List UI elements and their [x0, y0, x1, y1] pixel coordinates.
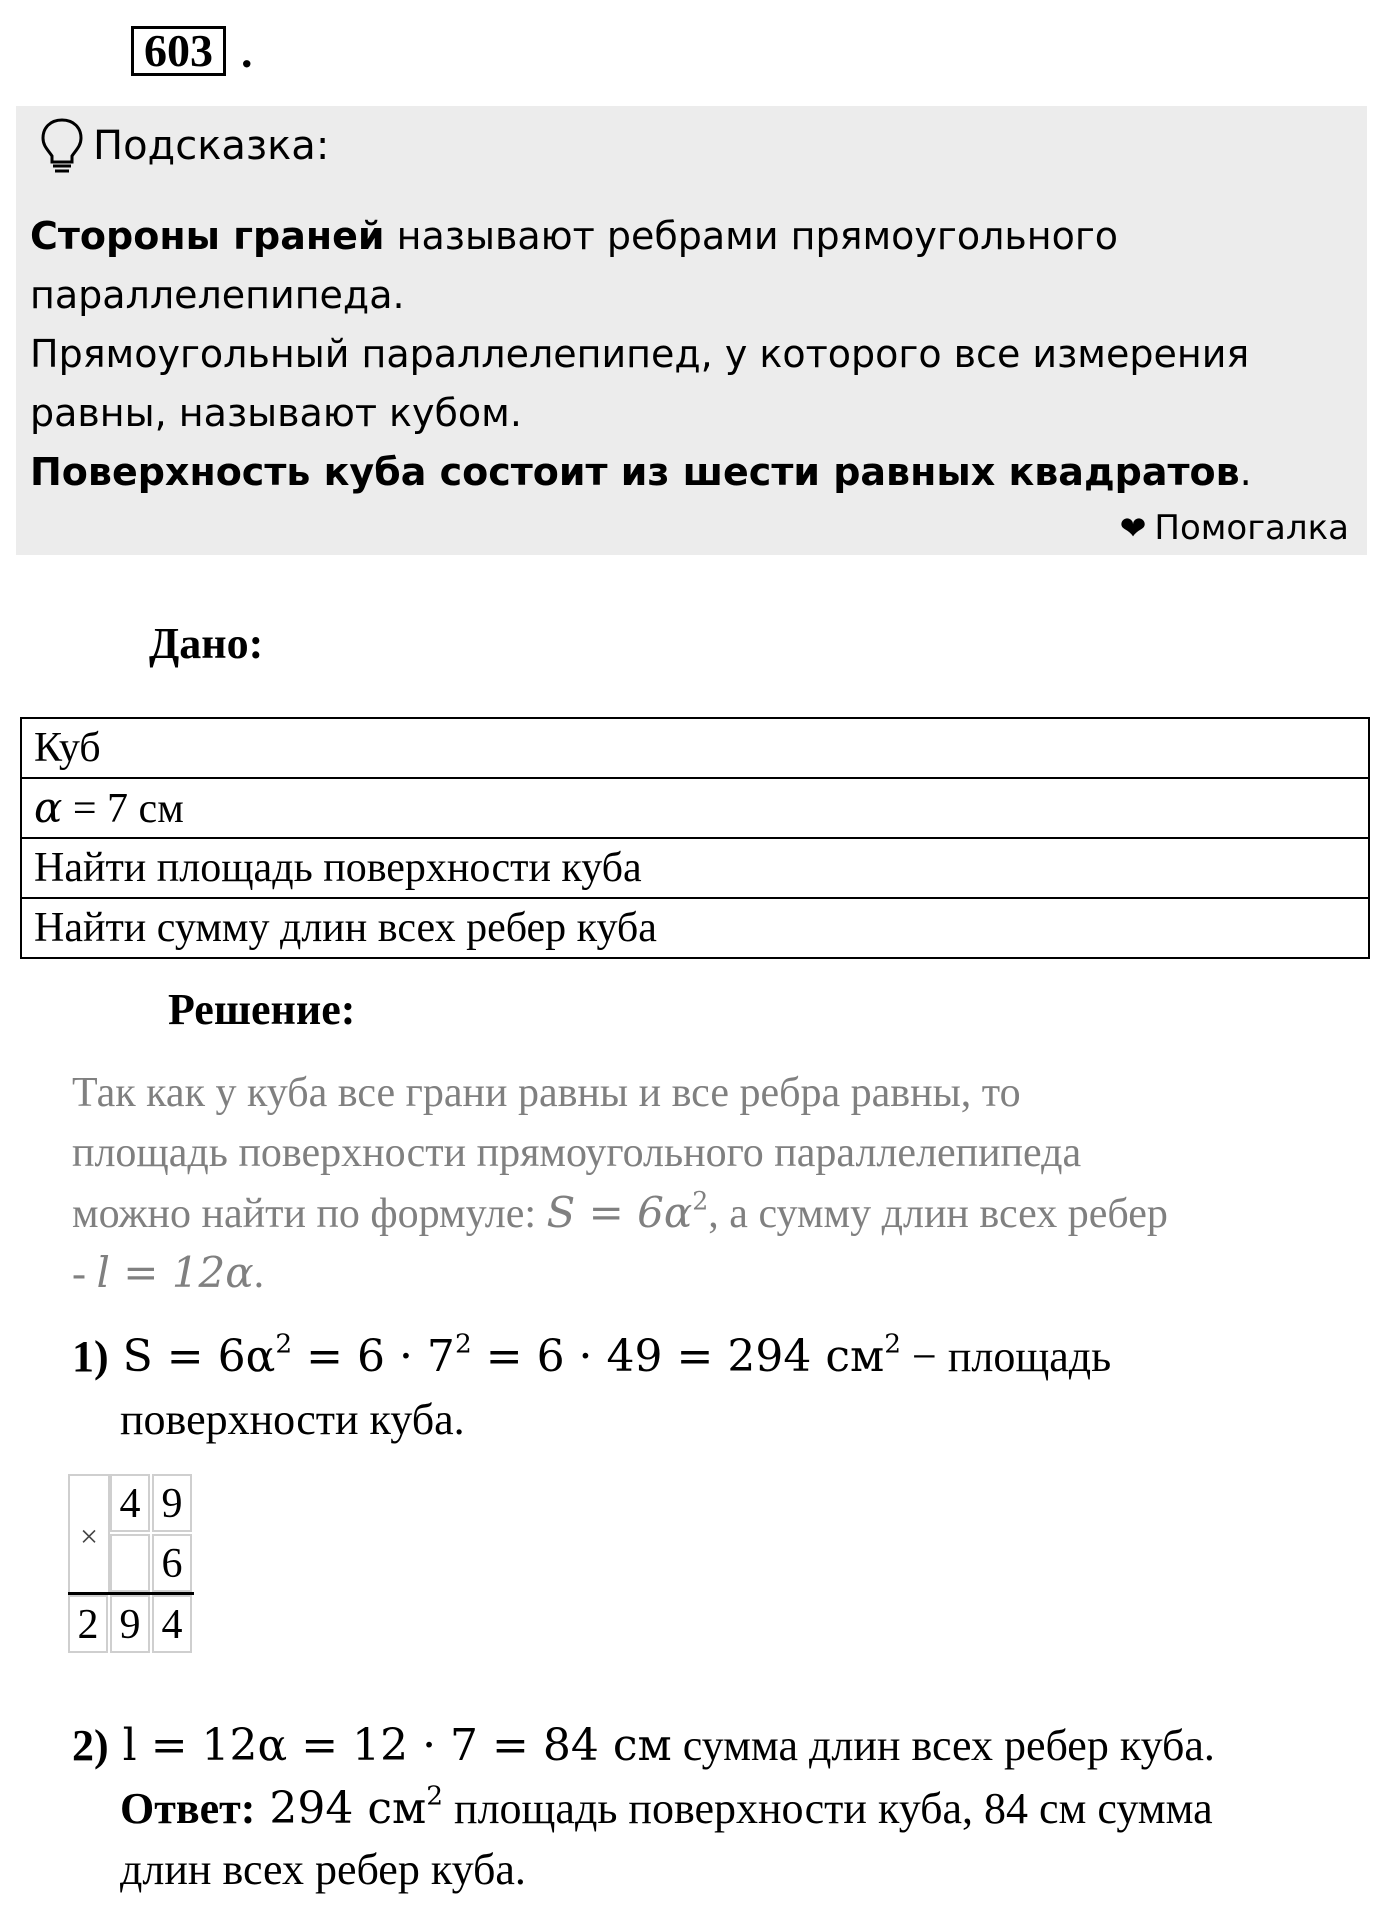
step-2 [72, 1716, 1215, 1776]
hint-box [16, 106, 1367, 555]
answer-line-2: длин всех ребер куба. [120, 1845, 526, 1894]
step-2-formula: l = 12α = 12 · 7 = 84 см [108, 1720, 672, 1771]
step-1-mid: = 6 · 7 [292, 1331, 455, 1382]
multiply-sign: × [68, 1474, 110, 1594]
step-1-line-2: поверхности куба. [120, 1395, 465, 1444]
mul-top-digit-2: 9 [152, 1474, 192, 1532]
mul-result-digit-3: 4 [152, 1595, 192, 1653]
step-1-formula: S = 6α [108, 1331, 276, 1382]
table-row [21, 838, 1369, 898]
solution-intro-1: Так как у куба все грани равны и все ребра равны, то [72, 1070, 1021, 1116]
area-formula: S = 6α [546, 1188, 693, 1237]
intro-4-post: . [253, 1251, 265, 1297]
answer-value: 294 см [255, 1783, 427, 1834]
step-1-end: = 6 · 49 = 294 см [471, 1331, 885, 1382]
mul-result-digit-1: 2 [68, 1595, 108, 1653]
area-formula-exp: 2 [692, 1186, 709, 1216]
intro-3-post: , а сумму длин всех ребер [708, 1191, 1168, 1237]
brand-label [1120, 506, 1349, 550]
answer-text: площадь поверхности куба, 84 см сумма [443, 1784, 1213, 1833]
heart-icon: ❤ [1119, 509, 1147, 547]
hint-term-faces: Стороны граней [30, 214, 385, 258]
solution-intro-4 [72, 1243, 264, 1304]
hint-title: Подсказка: [93, 123, 330, 169]
solution-intro-3 [72, 1183, 1168, 1244]
solution-title: Решение: [168, 985, 356, 1034]
step-1-dash: − площадь [901, 1332, 1112, 1381]
given-value: = 7 см [62, 785, 184, 832]
edges-formula: l = 12α [96, 1248, 254, 1297]
lightbulb-icon [38, 116, 86, 176]
mul-mid-digit-1 [110, 1534, 150, 1592]
hint-line-3: Прямоугольный параллелепипед, у которого все измерения [30, 332, 1250, 376]
table-row [21, 778, 1369, 838]
step-1-exp-1: 2 [275, 1328, 293, 1360]
table-row [21, 718, 1369, 778]
given-cell-3: Найти площадь поверхности куба [21, 838, 1369, 898]
problem-number-dot: . [241, 26, 253, 77]
intro-3-pre: можно найти по формуле: [72, 1191, 547, 1237]
mul-mid-digit-2: 6 [152, 1534, 192, 1592]
table-row [21, 898, 1369, 958]
hint-line-1-text: называют ребрами прямоугольного [384, 214, 1119, 258]
mul-top-digit-1: 4 [110, 1474, 150, 1532]
solution-intro-2: площадь поверхности прямоугольного параллелепипеда [72, 1130, 1082, 1176]
given-var: α [34, 782, 63, 832]
hint-line-4: равны, называют кубом. [30, 391, 522, 435]
answer-label: Ответ: [120, 1784, 256, 1833]
hint-line-5 [30, 446, 1252, 498]
step-1-exp-2: 2 [454, 1328, 472, 1360]
step-1-number: 1) [72, 1332, 109, 1381]
given-table [20, 717, 1370, 959]
hint-line-5-text: . [1239, 450, 1252, 494]
step-1 [72, 1327, 1111, 1387]
intro-4-pre: - [72, 1251, 97, 1297]
step-1-exp-3: 2 [884, 1328, 901, 1360]
given-cell-4: Найти сумму длин всех ребер куба [21, 898, 1369, 958]
column-multiplication [68, 1474, 194, 1654]
given-title: Дано: [149, 619, 264, 668]
answer-line-1 [120, 1779, 1213, 1839]
given-cell-2 [21, 778, 1369, 838]
step-2-text: сумма длин всех ребер куба. [671, 1721, 1215, 1770]
step-2-number: 2) [72, 1721, 109, 1770]
answer-exp: 2 [426, 1780, 444, 1812]
given-cell-1: Куб [21, 718, 1369, 778]
brand-name: Помогалка [1154, 508, 1349, 548]
hint-line-2: параллелепипеда. [30, 273, 405, 317]
mul-result-digit-2: 9 [110, 1595, 150, 1653]
hint-line-1 [30, 210, 1118, 262]
problem-number: 603 [131, 26, 226, 76]
hint-term-surface: Поверхность куба состоит из шести равных квадратов [30, 450, 1240, 494]
